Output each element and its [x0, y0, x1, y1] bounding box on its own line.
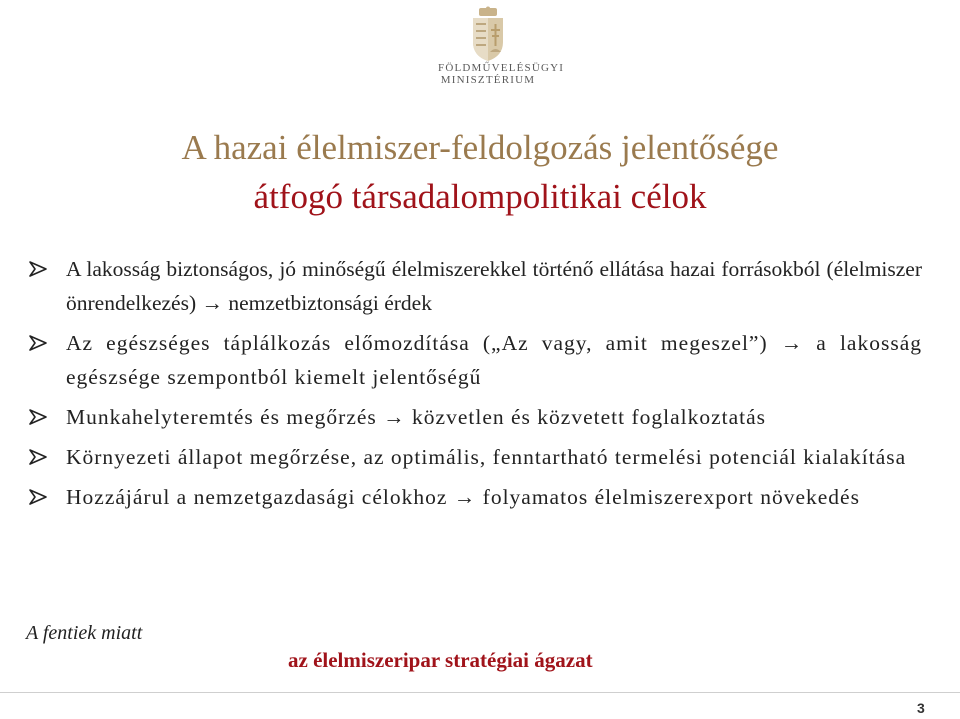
- coat-of-arms-icon: [469, 6, 507, 62]
- conclusion-note: A fentiek miatt: [26, 622, 143, 644]
- slide-subtitle: átfogó társadalompolitikai célok: [253, 177, 707, 216]
- footer-divider: [0, 692, 960, 693]
- list-item-text: Hozzájárul a nemzetgazdasági célokhoz → folyamatos élelmiszerexport növekedés: [66, 485, 860, 509]
- list-item: [28, 252, 922, 320]
- ministry-name-line1: FÖLDMŰVELÉSÜGYI: [438, 62, 565, 74]
- arrowhead-bullet-icon: [28, 408, 48, 426]
- arrowhead-bullet-icon: [28, 334, 48, 352]
- page-number: 3: [917, 700, 925, 716]
- goal-list: [28, 252, 922, 520]
- list-item-text: Környezeti állapot megőrzése, az optimális, fenntartható termelési potenciál kialakítása: [66, 445, 907, 469]
- list-item: [28, 440, 922, 474]
- ministry-logo: [438, 6, 565, 98]
- list-item: [28, 326, 922, 394]
- list-item-text: Az egészséges táplálkozás előmozdítása („Az vagy, amit megeszel”) → a lakosság egészsége szempontból kiemelt jelentőségű: [66, 331, 922, 389]
- list-item-text: A lakosság biztonságos, jó minőségű élelmiszerekkel történő ellátása hazai forrásokból (élelmiszer önrendelkezés) → nemzetbiztonsági érdek: [66, 257, 922, 315]
- arrowhead-bullet-icon: [28, 488, 48, 506]
- strategic-sector-statement: az élelmiszeripar stratégiai ágazat: [288, 648, 593, 672]
- ministry-name-line2: MINISZTÉRIUM: [440, 74, 536, 86]
- slide-title: A hazai élelmiszer-feldolgozás jelentősége: [181, 128, 779, 167]
- list-item: [28, 400, 922, 434]
- arrowhead-bullet-icon: [28, 260, 48, 278]
- arrowhead-bullet-icon: [28, 448, 48, 466]
- list-item-text: Munkahelyteremtés és megőrzés → közvetlen és közvetett foglalkoztatás: [66, 405, 767, 429]
- list-item: [28, 480, 922, 514]
